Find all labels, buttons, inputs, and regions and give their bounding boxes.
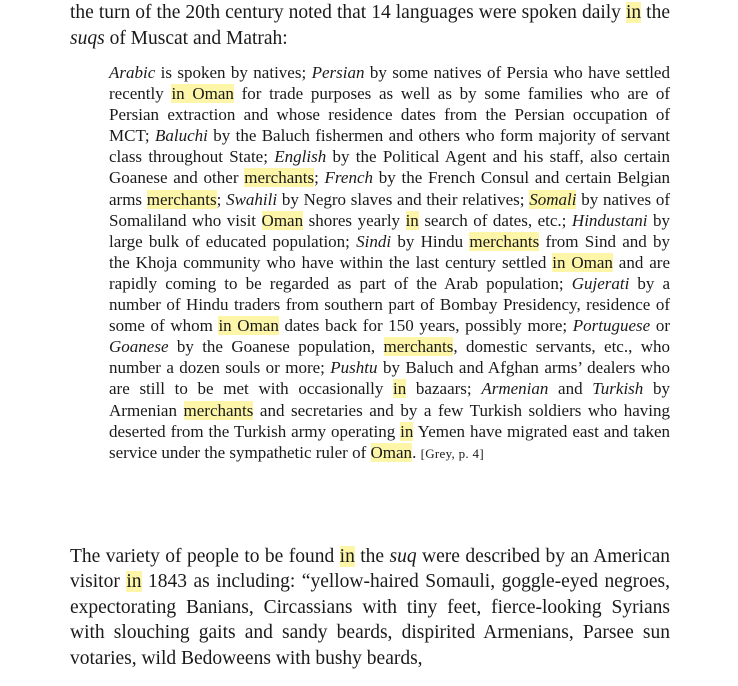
italic-term: Sindi <box>356 231 392 251</box>
text-span: for trade purposes as well as by some families who are of Persian extraction and whose residence dates from the Persian occupation of MCT; <box>109 84 670 146</box>
text-span: by Armenian <box>109 379 670 420</box>
italic-term: Armenian <box>481 379 549 399</box>
highlight: in <box>393 379 407 399</box>
highlight: in <box>405 210 419 230</box>
highlight: in Oman <box>171 84 234 104</box>
text-span: the turn of the 20th century noted that 14 languages were spoken daily <box>70 2 626 23</box>
text-span: by Negro slaves and their relatives; <box>277 189 530 209</box>
block-quote <box>109 62 670 464</box>
text-span: by a number of Hindu traders from southern part of Bombay Presidency, residence of some of whom <box>109 273 670 336</box>
text-span: by the Political Agent and his staff, also certain Goanese and other <box>109 147 671 188</box>
text-span: The variety of people to be found <box>70 546 340 567</box>
text-span: the <box>354 546 390 567</box>
text-span: by large bulk of educated population; <box>109 210 670 251</box>
text-span: is spoken by natives; <box>155 63 312 82</box>
text-span: were described by an American visitor <box>70 546 671 593</box>
text-span: of Muscat and Matrah: <box>104 28 288 49</box>
text-span: ; <box>314 168 325 188</box>
text-span: bazaars; <box>406 379 482 399</box>
text-span: shores yearly <box>303 210 406 230</box>
highlight: Oman <box>261 210 304 230</box>
text-span: and are rapidly coming to be regarded as part of the Arab population; <box>109 252 670 293</box>
text-span: by some natives of Persia who have settled recently <box>109 63 670 104</box>
italic-term: Swahili <box>226 189 278 209</box>
highlight: in Oman <box>552 252 613 272</box>
text-span: from Sind and by the Khoja community who have within the last century settled <box>109 231 670 272</box>
italic-term: English <box>274 147 327 167</box>
highlight: merchants <box>383 337 454 357</box>
italic-term: Turkish <box>592 379 644 399</box>
text-span: by Baluch and Afghan arms’ dealers who are still to be met with occasionally <box>109 358 670 399</box>
highlight: merchants <box>146 189 217 209</box>
highlight: Somali <box>529 189 577 209</box>
italic-term: suq <box>389 546 417 567</box>
text-span: by the Baluch fishermen and others who form majority of servant class throughout State; <box>109 126 670 167</box>
italic-term: Pushtu <box>330 358 378 378</box>
highlight: merchants <box>244 168 315 188</box>
highlight: merchants <box>183 400 254 420</box>
italic-term: Portuguese <box>572 316 651 336</box>
intro-paragraph <box>70 0 670 52</box>
italic-term: French <box>324 168 374 188</box>
italic-term: Persian <box>311 63 365 82</box>
text-span: by the Goanese population, <box>168 337 384 357</box>
highlight: in <box>126 571 142 593</box>
text-span: 1843 as including: “yellow-haired Somauli, goggle-eyed negroes, expectorating Banians, Circassians with tiny feet, fierce-looking Syrians with slouching gaits and sandy beards, dispirited Armenians, Parsee sun votaries, wild Bedoweens with bushy beards, <box>70 571 670 669</box>
highlight: in <box>400 421 414 441</box>
text-span: dates back for 150 years, possibly more; <box>278 316 573 336</box>
text-span: Yemen have migrated east and taken service under the sympathetic ruler of <box>109 421 671 462</box>
highlight: Oman <box>370 442 413 462</box>
text-span: the <box>641 2 670 23</box>
italic-term: Hindustani <box>571 210 648 230</box>
outro-paragraph <box>70 544 670 671</box>
italic-term: Arabic <box>109 63 156 82</box>
text-span: by natives of Somaliland who visit <box>109 189 670 230</box>
text-span: and <box>548 379 593 399</box>
text-span: and secretaries and by a few Turkish soldiers who having deserted from the Turkish army operating <box>109 400 670 441</box>
text-span: . <box>412 442 421 462</box>
italic-term: suqs <box>70 28 105 49</box>
text-span: by Hindu <box>391 231 470 251</box>
highlight: merchants <box>469 231 540 251</box>
text-span: ; <box>216 189 227 209</box>
text-span: , domestic servants, etc., who number a dozen souls or more; <box>109 337 670 378</box>
citation-reference: [Grey, p. 4] <box>420 445 484 461</box>
highlight: in <box>339 546 355 567</box>
text-span: by the French Consul and certain Belgian arms <box>109 168 670 209</box>
highlight: in Oman <box>218 316 279 336</box>
italic-term: Gujerati <box>571 273 630 293</box>
text-span: search of dates, etc.; <box>418 210 572 230</box>
italic-term: Baluchi <box>154 126 208 146</box>
italic-term: Goanese <box>109 337 169 357</box>
text-span: or <box>650 316 670 336</box>
highlight: in <box>625 2 642 23</box>
